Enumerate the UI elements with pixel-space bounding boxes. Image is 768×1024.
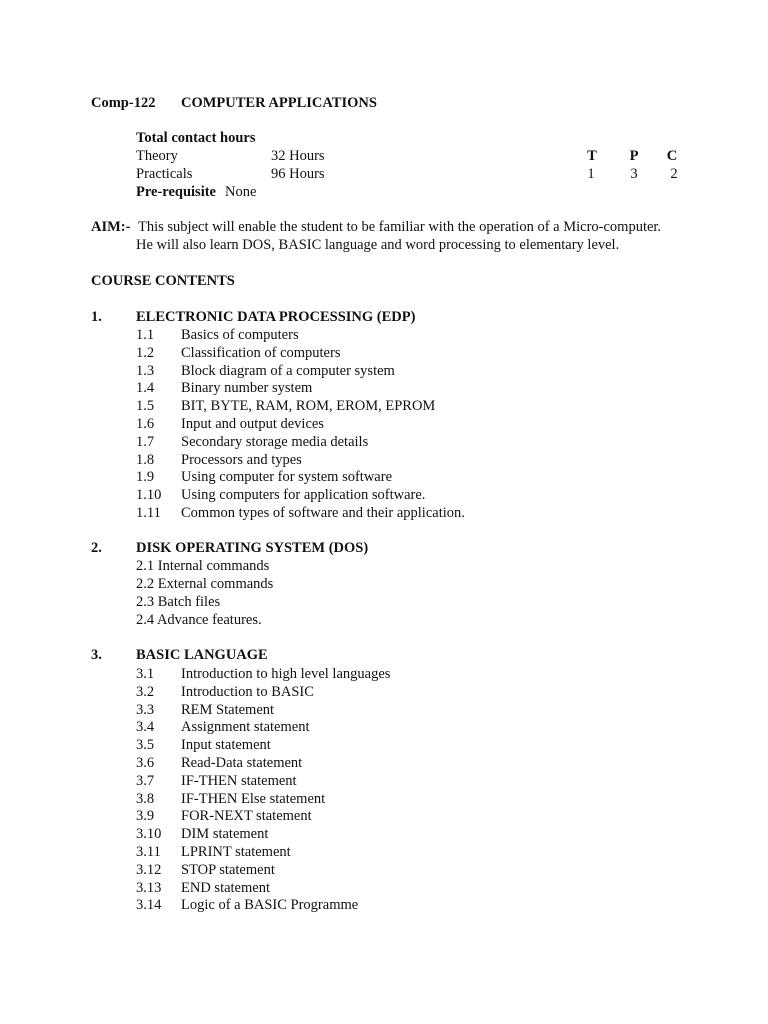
item-text: External commands (157, 576, 274, 592)
item-number: 1.6 (136, 416, 155, 432)
prerequisite-label: Pre-requisite (136, 184, 216, 200)
item-number: 2.3 (136, 594, 155, 610)
item-text: Input statement (181, 737, 271, 753)
item-number: 3.2 (136, 684, 155, 700)
section-1-number: 1. (91, 309, 102, 325)
item-text: Secondary storage media details (181, 434, 369, 450)
course-title: COMPUTER APPLICATIONS (181, 95, 377, 111)
tpc-value-p: 3 (630, 166, 638, 182)
contact-hours-heading: Total contact hours (136, 130, 256, 146)
item-number: 1.4 (136, 380, 155, 396)
item-text: Logic of a BASIC Programme (181, 897, 359, 913)
item-number: 3.5 (136, 737, 155, 753)
item-number: 2.4 (136, 612, 155, 628)
item-number: 3.9 (136, 808, 155, 824)
aim-label: AIM:- (91, 219, 131, 235)
list-item (136, 611, 262, 629)
item-number: 1.7 (136, 434, 155, 450)
item-number: 3.14 (136, 897, 162, 913)
section-3-number: 3. (91, 647, 102, 663)
item-text: Introduction to high level languages (181, 666, 391, 682)
item-number: 1.9 (136, 469, 155, 485)
item-number: 3.7 (136, 773, 155, 789)
practicals-value: 96 Hours (271, 166, 325, 182)
item-number: 1.1 (136, 327, 155, 343)
item-text: Processors and types (181, 452, 302, 468)
item-number: 1.11 (136, 505, 161, 521)
item-text: Input and output devices (181, 416, 324, 432)
item-number: 1.8 (136, 452, 155, 468)
aim-line-2: He will also learn DOS, BASIC language and word processing to elementary level. (136, 237, 620, 253)
item-text: Assignment statement (181, 719, 310, 735)
item-number: 3.8 (136, 791, 155, 807)
item-text: Using computers for application software. (181, 487, 426, 503)
item-number: 1.2 (136, 345, 155, 361)
item-number: 3.12 (136, 862, 162, 878)
item-text: Internal commands (157, 558, 270, 574)
item-text: FOR-NEXT statement (181, 808, 312, 824)
course-contents-heading: COURSE CONTENTS (91, 273, 235, 289)
item-text: DIM statement (181, 826, 269, 842)
prerequisite-value: None (225, 184, 257, 200)
item-text: Common types of software and their application. (181, 505, 465, 521)
tpc-header-p: P (629, 148, 639, 164)
tpc-value-t: 1 (587, 166, 595, 182)
item-text: Introduction to BASIC (181, 684, 314, 700)
item-text: Batch files (157, 594, 221, 610)
item-text: Binary number system (181, 380, 313, 396)
item-number: 3.4 (136, 719, 155, 735)
item-number: 3.13 (136, 880, 162, 896)
list-item (136, 557, 269, 575)
item-number: 3.11 (136, 844, 161, 860)
item-text: Using computer for system software (181, 469, 393, 485)
item-number: 2.2 (136, 576, 155, 592)
item-number: 3.10 (136, 826, 162, 842)
item-number: 3.3 (136, 702, 155, 718)
item-text: IF-THEN Else statement (181, 791, 326, 807)
item-text: Block diagram of a computer system (181, 363, 395, 379)
item-number: 1.5 (136, 398, 155, 414)
item-number: 2.1 (136, 558, 155, 574)
tpc-header-c: C (666, 148, 678, 164)
item-text: REM Statement (181, 702, 275, 718)
aim-line-1: This subject will enable the student to be familiar with the operation of a Micro-computer. (138, 219, 662, 235)
item-text: Read-Data statement (181, 755, 303, 771)
item-text: Classification of computers (181, 345, 341, 361)
theory-label: Theory (136, 148, 178, 164)
item-text: Basics of computers (181, 327, 299, 343)
item-number: 3.6 (136, 755, 155, 771)
item-number: 1.10 (136, 487, 162, 503)
item-text: IF-THEN statement (181, 773, 297, 789)
item-text: Advance features. (156, 612, 262, 628)
section-1-title: ELECTRONIC DATA PROCESSING (EDP) (136, 309, 416, 325)
section-2-number: 2. (91, 540, 102, 556)
item-text: BIT, BYTE, RAM, ROM, EROM, EPROM (181, 398, 436, 414)
list-item (136, 593, 220, 611)
tpc-header-t: T (587, 148, 597, 164)
item-number: 3.1 (136, 666, 155, 682)
item-text: END statement (181, 880, 270, 896)
theory-value: 32 Hours (271, 148, 325, 164)
list-item (136, 575, 273, 593)
section-3-title: BASIC LANGUAGE (136, 647, 268, 663)
item-text: STOP statement (181, 862, 275, 878)
item-number: 1.3 (136, 363, 155, 379)
course-code: Comp-122 (91, 95, 156, 111)
practicals-label: Practicals (136, 166, 193, 182)
section-2-title: DISK OPERATING SYSTEM (DOS) (136, 540, 369, 556)
item-text: LPRINT statement (181, 844, 291, 860)
tpc-value-c: 2 (670, 166, 678, 182)
